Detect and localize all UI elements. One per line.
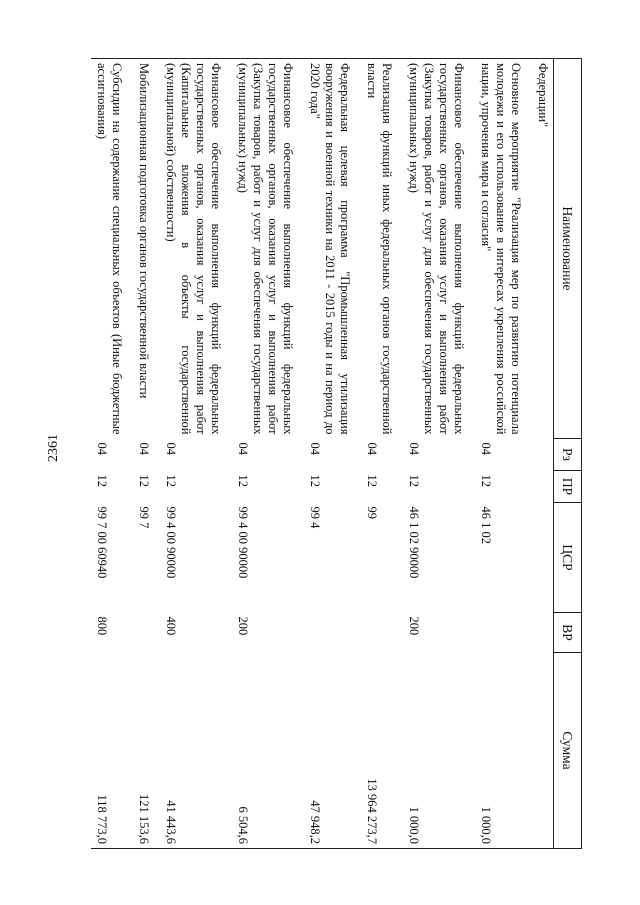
table-row [304,59,355,849]
row-vr: 200 [236,616,250,636]
header-pr: ПР [554,471,582,503]
table-row [232,59,298,849]
row-name: Мобилизационная подготовка органов государственной власти [133,59,154,439]
row-vr: 400 [164,616,178,636]
table-row [91,59,127,849]
header-name: Наименование [554,59,582,439]
row-csr: 99 7 00 60940 [95,506,109,579]
row-name: Финансовое обеспечение выполнения функций федеральных государственных органов, оказания услуг и выполнения работ (Закупка товаров, работ и услуг для обеспечения государственных (муниципальных) нужд) [232,59,298,439]
row-name: Федерации" [532,59,554,439]
row-sum: 1 000,0 [475,653,526,849]
row-rz [532,439,554,471]
row-name: Основное мероприятие "Реализация мер по развитию потенциала молодежи и его использование в интересах укрепления российской нации, упрочения мира и согласия" [475,59,526,439]
row-rz: 04 [95,442,109,455]
row-rz: 04 [479,442,493,455]
table-header [554,59,582,849]
row-rz: 04 [365,442,379,455]
row-name: Субсидии на содержание специальных объектов (Иные бюджетные ассигнования) [91,59,127,439]
row-pr: 12 [95,474,109,487]
row-sum: 1 000,0 [403,653,469,849]
header-vr: ВР [554,613,582,653]
table-row [403,59,469,849]
row-name: Федеральная целевая программа "Промышленная утилизация вооружения и военной техники на 2011 - 2015 годы и на период до 2020 года" [304,59,355,439]
row-csr: 99 [365,506,379,519]
row-csr: 99 4 [308,506,322,529]
row-sum: 41 443,6 [160,653,226,849]
row-vr [361,613,397,653]
page-number: 2361 [46,434,61,462]
table-row [532,59,554,849]
table-row [475,59,526,849]
row-vr [133,613,154,653]
row-csr: 46 1 02 90000 [407,506,421,579]
row-vr: 200 [407,616,421,636]
row-pr: 12 [236,474,250,487]
rotated-page-content [84,58,582,848]
row-rz: 04 [164,442,178,455]
table-row [133,59,154,849]
row-rz: 04 [308,442,322,455]
row-pr: 12 [365,474,379,487]
row-csr [532,503,554,613]
row-name: Финансовое обеспечение выполнения функций федеральных государственных органов, оказания услуг и выполнения работ (Закупка товаров, работ и услуг для обеспечения государственных (муниципальных) нужд) [403,59,469,439]
row-vr [304,613,355,653]
row-vr [475,613,526,653]
row-sum: 121 153,6 [133,653,154,849]
row-pr: 12 [407,474,421,487]
row-csr: 99 4 00 90000 [236,506,250,579]
row-csr: 99 4 00 90000 [164,506,178,579]
header-sum: Сумма [554,653,582,849]
row-csr: 99 7 [137,506,151,529]
header-csr: ЦСР [554,503,582,613]
row-name: Финансовое обеспечение выполнения функций федеральных государственных органов, оказания услуг и выполнения работ (Капитальные вложения в объекты государственной (муниципальной) собственности) [160,59,226,439]
row-pr: 12 [137,474,151,487]
budget-table [91,58,582,849]
row-sum: 47 948,2 [304,653,355,849]
row-sum: 118 773,0 [91,653,127,849]
row-vr: 800 [95,616,109,636]
row-vr [532,613,554,653]
row-pr: 12 [308,474,322,487]
row-rz: 04 [236,442,250,455]
row-pr: 12 [164,474,178,487]
row-name: Реализация функций иных федеральных органов государственной власти [361,59,397,439]
row-pr: 12 [479,474,493,487]
table-row [160,59,226,849]
row-sum: 13 964 273,7 [361,653,397,849]
table-row [361,59,397,849]
row-csr: 46 1 02 [479,506,493,544]
row-rz: 04 [137,442,151,455]
row-sum: 6 504,6 [232,653,298,849]
header-rz: Рз [554,439,582,471]
row-sum [532,653,554,849]
row-pr [532,471,554,503]
row-rz: 04 [407,442,421,455]
